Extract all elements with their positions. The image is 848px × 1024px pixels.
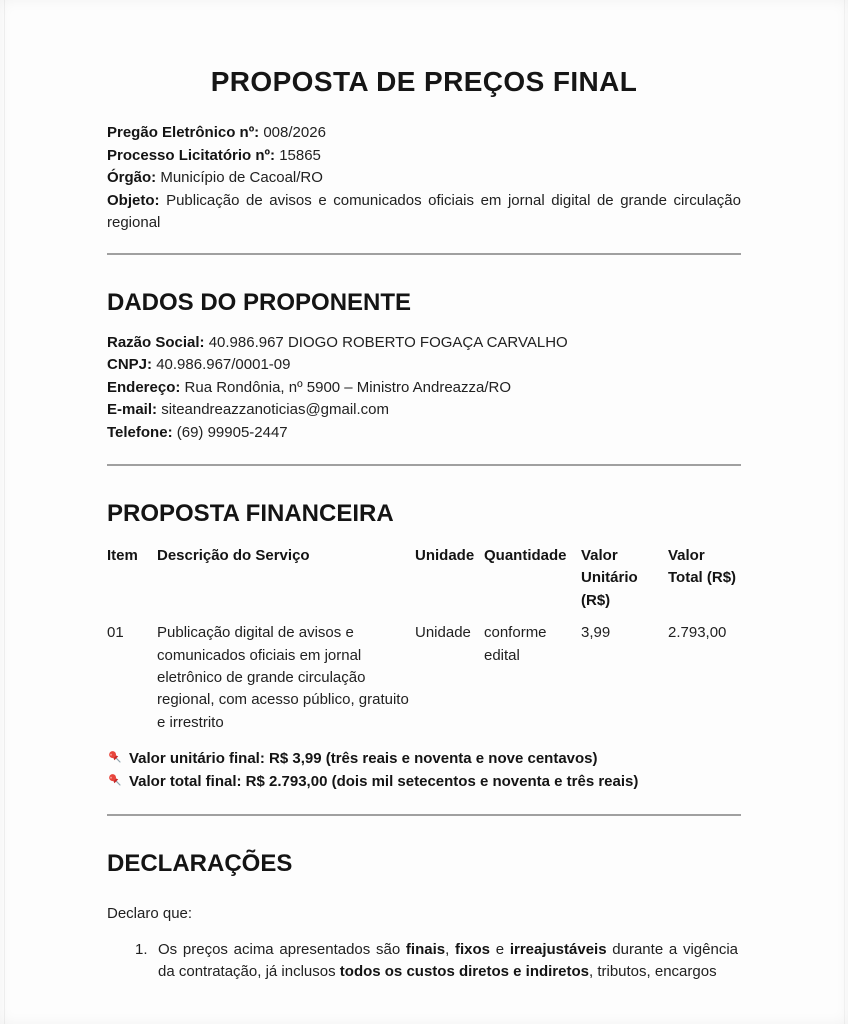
pushpin-icon xyxy=(107,772,124,789)
cell-valor-total: 2.793,00 xyxy=(668,624,727,642)
field-label: Razão Social: xyxy=(107,333,205,351)
field-value: Rua Rondônia, nº 5900 – Ministro Andreazza/RO xyxy=(184,378,512,396)
field-value: 40.986.967 DIOGO ROBERTO FOGAÇA CARVALHO xyxy=(208,333,568,351)
field-value: (69) 99905-2447 xyxy=(176,423,288,441)
column-header-valor-total: Valor Total (R$) xyxy=(668,547,737,587)
cell-descricao: Publicação digital de avisos e comunicados oficiais em jornal eletrônico de grande circulação regional, com acesso público, gratuito e irrestrito xyxy=(157,624,409,731)
table-header-row xyxy=(107,545,741,622)
header-fields xyxy=(107,122,741,235)
field-processo xyxy=(107,145,741,168)
cell-unidade: Unidade xyxy=(415,624,471,642)
declaracoes-heading: DECLARAÇÕES xyxy=(107,850,293,878)
highlight-text: Valor unitário final: R$ 3,99 (três reais e noventa e nove centavos) xyxy=(129,750,598,768)
proponente-heading: DADOS DO PROPONENTE xyxy=(107,288,412,316)
field-value: 15865 xyxy=(279,146,321,164)
field-value: Município de Cacoal/RO xyxy=(160,169,323,186)
column-header-quantidade: Quantidade xyxy=(484,547,567,564)
field-value: 008/2026 xyxy=(263,124,326,141)
financeira-heading: PROPOSTA FINANCEIRA xyxy=(107,500,394,527)
field-label: CNPJ: xyxy=(107,356,153,373)
field-objeto xyxy=(107,190,741,235)
field-telefone xyxy=(107,422,741,445)
field-value: siteandreazzanoticias@gmail.com xyxy=(161,401,390,418)
column-header-item: Item xyxy=(107,547,138,564)
field-label: Pregão Eletrônico nº: xyxy=(107,124,260,141)
field-label: E-mail: xyxy=(107,401,158,418)
field-label: Endereço: xyxy=(107,378,181,396)
valor-total-final-line xyxy=(107,770,741,793)
declaration-text: Os preços acima apresentados são finais, fixos e irreajustáveis durante a vigência da contratação, já inclusos todos os custos diretos e indiretos, tributos, encargos xyxy=(158,940,738,981)
section-divider xyxy=(107,814,741,816)
pushpin-icon xyxy=(107,749,124,766)
field-endereco xyxy=(107,377,741,400)
field-label: Processo Licitatório nº: xyxy=(107,146,276,164)
declaration-item xyxy=(107,939,741,984)
table-row xyxy=(107,622,741,734)
field-value: 40.986.967/0001-09 xyxy=(156,356,291,373)
field-orgao xyxy=(107,167,741,190)
cell-item: 01 xyxy=(107,624,124,642)
field-pregao xyxy=(107,122,741,145)
field-label: Telefone: xyxy=(107,423,173,441)
valor-unitario-final-line xyxy=(107,747,741,770)
cell-quantidade: conforme edital xyxy=(484,624,547,664)
field-value: Publicação de avisos e comunicados oficiais em jornal digital de grande circulação regional xyxy=(107,191,741,231)
field-razao-social xyxy=(107,332,741,355)
price-table xyxy=(107,545,741,734)
column-header-unidade: Unidade xyxy=(415,547,475,564)
field-label: Objeto: xyxy=(107,191,160,209)
cell-valor-unitario: 3,99 xyxy=(581,624,611,642)
section-divider xyxy=(107,253,741,255)
field-label: Órgão: xyxy=(107,169,157,186)
final-values xyxy=(107,747,741,793)
page-title: PROPOSTA DE PREÇOS FINAL xyxy=(210,66,638,97)
section-divider xyxy=(107,464,741,466)
declaracoes-intro: Declaro que: xyxy=(107,905,193,923)
list-number: 1. xyxy=(135,940,148,958)
field-cnpj xyxy=(107,354,741,377)
field-email xyxy=(107,399,741,422)
column-header-valor-unitario: Valor Unitário (R$) xyxy=(581,547,638,609)
column-header-descricao: Descrição do Serviço xyxy=(157,547,310,564)
proponente-fields xyxy=(107,332,741,445)
highlight-text: Valor total final: R$ 2.793,00 (dois mil setecentos e noventa e três reais) xyxy=(129,773,639,791)
